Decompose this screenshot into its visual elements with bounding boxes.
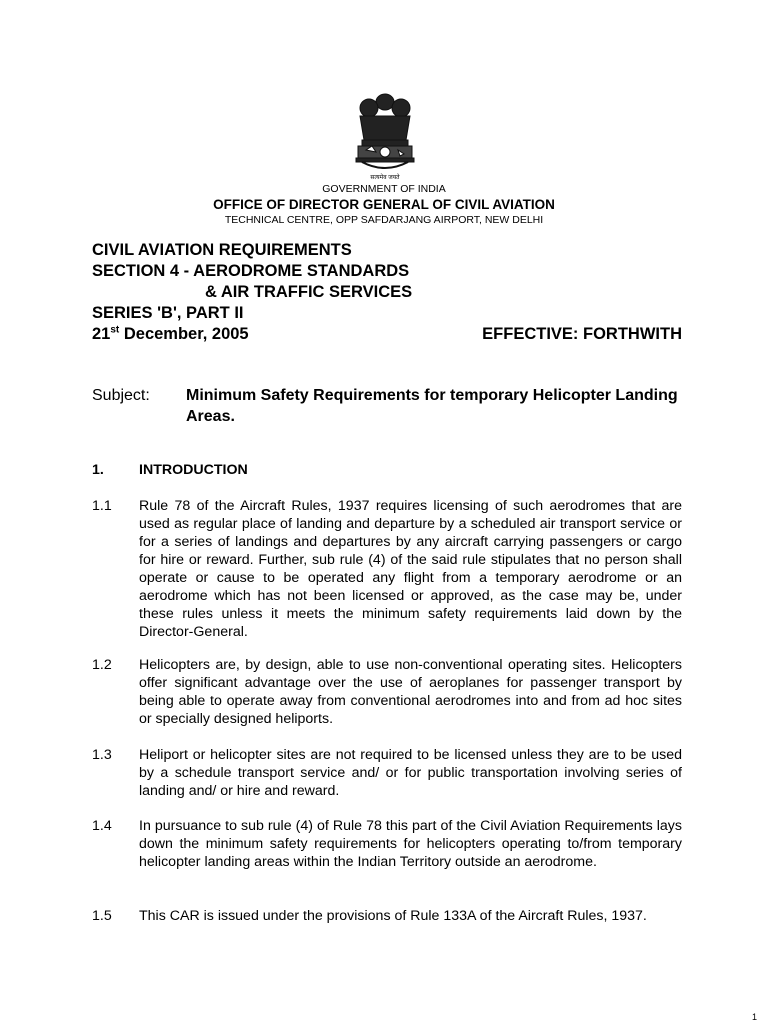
- car-title-line-2: SECTION 4 - AERODROME STANDARDS: [92, 262, 410, 280]
- effective-date: EFFECTIVE: FORTHWITH: [482, 325, 682, 343]
- subject-text: Minimum Safety Requirements for temporary Helicopter Landing Areas.: [186, 387, 678, 425]
- date-line: [92, 324, 682, 345]
- section-title: INTRODUCTION: [139, 462, 248, 478]
- emblem-motto: सत्यमेव जयते: [370, 175, 400, 181]
- paragraph-text: In pursuance to sub rule (4) of Rule 78 this part of the Civil Aviation Requirements lays down the minimum safety requirements for helicopters operating to/from temporary helicopter landing areas within the Indian Territory outside an aerodrome.: [139, 818, 682, 870]
- car-heading-block: [92, 240, 682, 345]
- paragraph-number: 1.3: [92, 747, 112, 763]
- government-line: GOVERNMENT OF INDIA: [322, 183, 446, 195]
- paragraph-number: 1.5: [92, 908, 112, 924]
- office-title: OFFICE OF DIRECTOR GENERAL OF CIVIL AVIATION: [213, 197, 555, 212]
- paragraph-number: 1.2: [92, 657, 112, 673]
- paragraph-text: Rule 78 of the Aircraft Rules, 1937 requires licensing of such aerodromes that are used as regular place of landing and departure by a scheduled air transport service or for a series of landings and departures by any aircraft carrying passengers or cargo for hire or reward. Further, sub rule (4) of the said rule stipulates that no person shall operate or cause to be operated any flight from a temporary aerodrome or an aerodrome which has not been licensed or approved, as the case may be, under these rules unless it meets the minimum safety requirements laid down by the Director-General.: [139, 498, 682, 640]
- paragraph-number: 1.1: [92, 498, 112, 514]
- section-number: 1.: [92, 462, 104, 478]
- subject-label: Subject:: [92, 387, 150, 404]
- car-title-line-1: CIVIL AVIATION REQUIREMENTS: [92, 241, 352, 259]
- paragraph-text: This CAR is issued under the provisions of Rule 133A of the Aircraft Rules, 1937.: [139, 908, 647, 924]
- paragraph-number: 1.4: [92, 818, 112, 834]
- issue-date: 21st December, 2005: [92, 324, 249, 343]
- paragraph-text: Heliport or helicopter sites are not required to be licensed unless they are to be used by a schedule transport service and/ or for public transportation involving series of landing and/ or hire and reward.: [139, 747, 682, 799]
- office-address: TECHNICAL CENTRE, OPP SAFDARJANG AIRPORT, NEW DELHI: [224, 214, 544, 226]
- car-title-line-4: SERIES 'B', PART II: [92, 304, 244, 322]
- page-number: 1: [752, 1012, 758, 1022]
- car-title-line-3: & AIR TRAFFIC SERVICES: [205, 283, 413, 301]
- paragraph-text: Helicopters are, by design, able to use non-conventional operating sites. Helicopters offer significant advantage over the use of aeroplanes for passenger transport by being able to operate away from conventional aerodromes into and from ad hoc sites or specially designed heliports.: [139, 657, 682, 727]
